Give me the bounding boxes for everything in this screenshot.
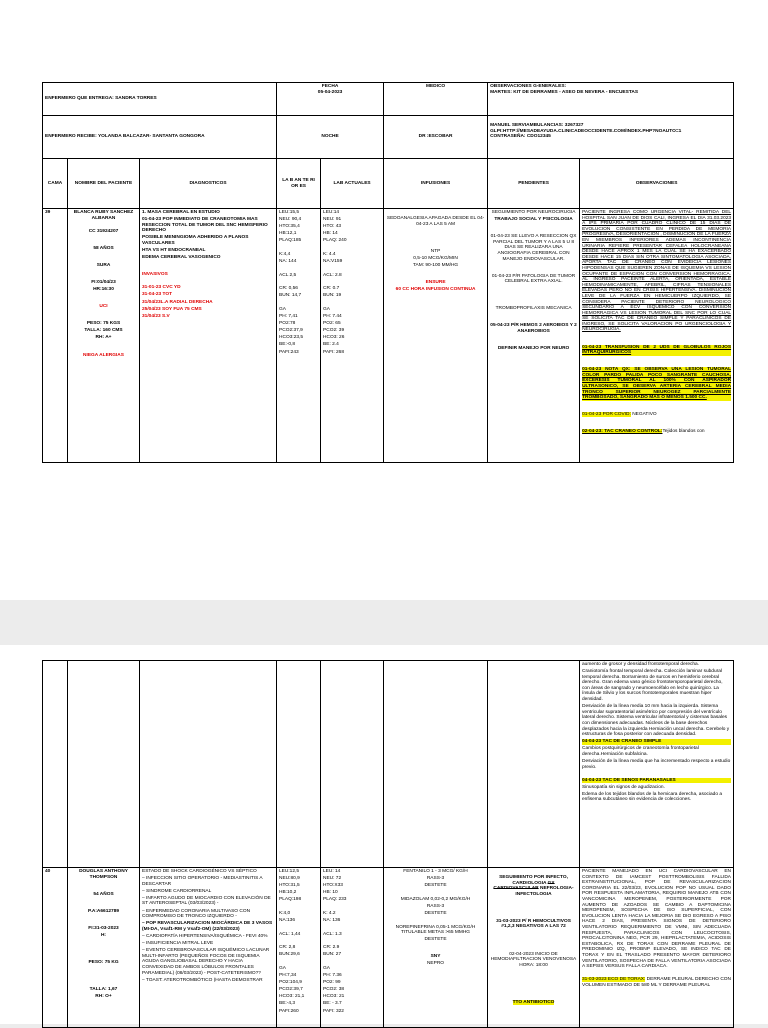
ct-sinus-1: Sinusopatía sin signos de agudizacion. [582, 784, 665, 790]
current-labs-cell [321, 209, 384, 463]
patient-height: TALLA: 1,67 [89, 987, 118, 993]
lab-value: PLAQ: 240 [323, 238, 347, 244]
patient-info [68, 868, 140, 1028]
date-label: FECHA [321, 84, 339, 89]
lab-value: K: 4.2 [323, 910, 336, 916]
lab-value: K: 4.4 [323, 251, 336, 257]
infusion-ntp-dose: 0,5-10 MCG/KG/MIN [413, 255, 458, 261]
lab-value: PCO2: 38 [323, 987, 345, 993]
patient-name: BLANCA RUBY SANCHEZ ALBARAN [73, 210, 134, 221]
diagnoses-list [142, 210, 274, 261]
table-row-patient-39 [43, 209, 734, 463]
date-value: 05-04-2023 [317, 89, 343, 95]
lab-value: GA [279, 306, 286, 312]
infusion-ensure-rate: 60 CC HORA INFUSION CONTINUA [395, 287, 476, 293]
diagnosis-item: 01-04-23 POP INMEDIATO DE CRANEOTOMIA MAS RESECCION TOTAL DE TUMOR DEL SNC HEMISFERIO DERECHO [142, 217, 268, 234]
infusion-item: MIDAZOLAM 0,02-0,2 MG/KG/H [400, 896, 471, 902]
observations-cell [580, 868, 734, 1028]
shift-value: NOCHE [277, 116, 384, 159]
pending-neurosurgery: SEGUIMIENTO POR NEUROCIRUGIA [491, 210, 576, 215]
lab-value [279, 959, 318, 964]
prev-labs-cell [277, 209, 321, 463]
prev-labs-cell [277, 868, 321, 1028]
col-header-diagnoses: DIAGNOSTICOS [140, 159, 277, 209]
lab-value: NA:V159 [323, 259, 343, 265]
lab-value [323, 959, 381, 964]
lab-value [279, 266, 318, 271]
invasive-item: 31/04/23 S.V [142, 313, 170, 319]
lab-value: PO2:78 [279, 321, 296, 327]
diagnosis-item: – INSUFICIENCIA MITRAL LEVE [142, 941, 214, 947]
invasives-list [142, 285, 274, 319]
lab-value: PH: 7.44 [323, 314, 342, 320]
lab-value: K:4,0 [279, 910, 291, 916]
general-observations-title: OBSERVACIONES G-ENERALES: [490, 84, 567, 89]
lab-value [323, 245, 381, 250]
pending-cell [488, 868, 580, 1028]
observation-admission: PACIENTE INGRESA COMO URGENCIA VITAL- REMITIDA DEL HOSPITAL SAN JUAN DE DIOS CALI, INGRESA EL DIA 31.03.2023 A IPS PRIMARIA POR CUADRO CLINICO DE 15 DIAS DE EVOLUCION CONSISTENTE EN PERDIDA DE MEMORIA PROGRESIVA, DESORIENTACION , DISMINUCION DE LA FUERZA EN MIEMBROS INFERIORES ADEMAS INCONTINENCIA URINARIA REFIERE PRESENTAR CEFALEA HOLOCRANEANA DESDE HACE APROX 1 MES LA CUAL SE HA EXACERBADO DESDE HACE 15 DIAS SIN OTRA SINTOMATOLOGIA ASOCIADA, APORTA TAC DE CRANEO CON EVIDEICIA LESIONES HIPODENSAS QUE SUGIEREN ZONAS DE ISQUEMIA VS LESION OCUPANTE DE ESPACION CON CONVERSION HEMORRAGICA. AL INGRESO PACEINTE ALERTA, ORIENTADA, ESTABLE HEMODINAMICAMENTE, AFEBRIL, CIFRAS TENSIONALES ELEVADAS PERO NO EN CRISIS HIPERTENSIVA. DISMINUCION LEVE DE LA FUERZA EN HEMICUERPO IZQUIERDO, SE CONSIDERA PACIENTE DETERIORO NEUROLOGICO SECUNDARIO A ECV ISQUEMICO CON CONVERSION HEMORRAGICA VS LESION TUMORAL DEL SNC POR LO CUAL SE SOLICITA TAC DE CRANEO SIMPLE Y PARACLINICOS DE INGRESO, SE SOLICITA VALORACION PO URGENCIOLOGIA Y NEUROCIRUGIA. [582, 210, 732, 333]
lab-value: BUN: 19 [323, 293, 342, 299]
infusion-item: FENTANILO 1 - 3 MCG/ KG/H [403, 869, 468, 874]
lab-value: NEU: 72 [323, 876, 342, 882]
invasive-item: 31-04-23 TOT [142, 292, 173, 298]
lab-value [323, 300, 381, 305]
col-header-prev-labs: LA B AN TE RI OR ES [277, 159, 321, 209]
doctor-label: MEDICO [384, 83, 488, 116]
date-cell [277, 83, 384, 116]
admission-hour: H: [100, 932, 107, 938]
lab-value: GA [323, 965, 330, 971]
lab-value: PCO2: 39 [323, 328, 345, 334]
diagnoses-cell [140, 868, 277, 1028]
lab-value: HCO3: 21,1 [279, 994, 305, 1000]
bed-number: 40 [43, 868, 68, 1028]
lab-value: PAFI:260 [279, 1008, 299, 1014]
ct-continuation-3: Desviación de la línea media 10 mm hacia la izquierda. Sistema ventricular supratentorial asimétrico por compresión del ventrículo lateral derecho. Sistema ventricular infratentorial y cisternas basales con dimensiones adecuadas. Núcleos de la base derechos desplazados hacia la izquierda Herniación uncal derecha. Cerebelo y estructuras de fosa posterior con adecuada densidad. [582, 704, 730, 738]
lab-value [323, 266, 381, 271]
infusions-list [386, 869, 485, 943]
lab-value: HTO:35,4 [279, 224, 300, 230]
lab-value: HB:10,2 [279, 890, 297, 896]
diagnosis-item: – INFARTO AGUDO DE MIOCARDIO CON ELEVACIÓN DE ST ANTEROSEPTAL (03/03/2023) - [142, 895, 271, 907]
current-labs-cell [321, 868, 384, 1028]
lab-value [323, 925, 381, 930]
table-row-continuation [43, 661, 734, 868]
patient-age: 54 AÑOS [93, 891, 114, 897]
infusion-ntp: NTP [430, 248, 441, 254]
lab-value: PO2: 65 [323, 321, 341, 327]
bed-number: 39 [43, 209, 68, 463]
ct-simple-1: Cambios postquirúrgicos de craneotomía frontoparietal derecha.Herniación subfalcina. [582, 746, 699, 757]
lab-value: PAFI: 322 [323, 1008, 344, 1014]
contacts-cell [488, 116, 734, 159]
covid-value: NEGATIVO [630, 412, 657, 418]
diagnosis-item: 1. MASA CEREBRAL EN ESTUDIO [142, 210, 220, 215]
admission-hour: HR:16:30 [93, 287, 114, 293]
lab-value: BE:-4,3 [279, 1001, 295, 1007]
infusions-cell [384, 868, 488, 1028]
lab-value: PLAQ:198 [279, 897, 302, 903]
eco-value: DERRAME PLEURAL DERECHO CON VOLUMEN ESTIMADO DE 580 ML Y DERRAME PLEURAL [582, 977, 731, 988]
patient-id: CC 31924207 [88, 228, 119, 234]
lab-value: HTO:31,5 [279, 883, 300, 889]
lab-value: PCO2:39,7 [279, 987, 303, 993]
col-header-name: NOMBRE DEL PACIENTE [68, 159, 140, 209]
lab-value: PCO2:37,9 [279, 328, 303, 334]
diagnosis-item: HTA VS HT ENDOCRANEAL [142, 248, 206, 254]
pending-nephrology: NEFROLOGIA-INFECTOLOGIA [515, 886, 574, 897]
patient-allergies: NIEGA ALERGIAS [83, 352, 124, 358]
pending-blood-cultures: 31-03-2023 P/ R HEMOCULTIVOS #1,2,3 NEGATIVOS A LAS 72 [496, 918, 571, 930]
infusion-sedation: SEDOANALGESIA APAGADA DESDE EL 04-04-23 A LAS 5 AM [386, 216, 485, 227]
lab-value: PLAQ:185 [279, 238, 302, 244]
lab-value: PLAQ: 233 [323, 897, 347, 903]
lab-value [279, 939, 318, 944]
invasive-item: 25/04/23 SOY FUA 75 CMS [142, 306, 202, 312]
col-header-pending: PENDIENTES [488, 159, 580, 209]
observations-cell [580, 209, 734, 463]
lab-value [279, 904, 318, 909]
pending-cell [488, 209, 580, 463]
lab-value: HB: 10 [323, 890, 338, 896]
lab-value: LEU: 14 [323, 869, 341, 874]
lab-value: HCO3:23,5 [279, 335, 304, 341]
glpi-password: CONTRASEÑA: CDO12345 [490, 134, 551, 140]
observation-covid [582, 412, 731, 418]
patient-blood-type: RH: O+ [95, 994, 112, 1000]
diagnosis-item: – POP REVASCULARIZACION MIOCÁRDICA DE 3 VASOS (MI-DA, Vsaf1-RM y Vsaf2-OM) (22/03/2023) [142, 921, 273, 932]
observations-continuation-cell [580, 661, 734, 868]
pending-blood-cultures: 05-04-23 P/R HEMOS 2 AEROBIOS Y 2 ANAEROBIOS [490, 323, 577, 335]
general-observations [488, 83, 734, 116]
doctor-value: DR :ESCOBAR [384, 116, 488, 159]
page-2 [0, 645, 768, 1024]
nurse-receiving: ENFERMERO RECIBE: YOLANDA BALCAZAR- SANTANTA GONGORA [43, 116, 277, 159]
lab-value [279, 245, 318, 250]
lab-value: CR: 0,56 [279, 286, 298, 292]
lab-value: HCO3: 26 [323, 335, 345, 341]
ambulance-contact: MANUEL SERVIAMBULANCIAS: 3267327 [490, 123, 584, 128]
infusion-item: DESTETE [424, 883, 447, 889]
lab-value: HCO3: 21 [323, 994, 345, 1000]
lab-value: CR: 2.9 [323, 945, 340, 951]
infusion-nepro: NEPRO [426, 961, 445, 967]
diagnosis-item: – CARDIOPATÍA HIPERTENSIVA/ISQUÉMICA - FEVI 40% [142, 933, 268, 939]
lab-value: HB: 14 [323, 231, 338, 237]
lab-value: CR: 2,8 [279, 945, 296, 951]
pending-strikethrough: GX CARDIOVASCULAR [493, 880, 555, 892]
handover-table-page-2 [42, 660, 734, 1028]
lab-value: BE:-0,8 [279, 342, 296, 348]
ct-continuation-1: aumento de grosor y densidad frontotemporal derecha. [582, 662, 700, 667]
pending-thromboprophylaxis: TROMBOPROFILAXIS MECANICA [495, 306, 572, 312]
infusion-sny: SNY [430, 954, 441, 960]
invasive-item: 31-01-23 CVC YD [142, 285, 181, 291]
unit-label: UCI [99, 304, 108, 310]
lab-value [323, 904, 381, 909]
diagnosis-item: – SINDROME CARDIORRENAL [142, 888, 212, 894]
ct-sinus-2: Edema de los tejidos blandos de la hemicara derecha, asociado a enfisema subcutáneo sin evidencia de colecciones. [582, 791, 722, 803]
pending-hemodiafiltration: 02-04-2023 INICIO DE HEMODIAFILTRACION VENOVENOSA HORA: 18:00 [490, 951, 577, 968]
diagnosis-item: – INFECCION SITIO OPERATORIO - MEDIASTINITIS A DESCARTAR [142, 876, 263, 887]
eco-label: 31-03-2023 ECO DE TORAX: [582, 977, 646, 983]
infusions-cell [384, 209, 488, 463]
lab-value: NEU: 90,4 [279, 217, 302, 223]
lab-value: CR: 0.7 [323, 286, 340, 292]
lab-value: HB:12,1 [279, 231, 297, 237]
patient-weight: PESO: 75 KGS [86, 321, 121, 327]
col-header-current-labs: LAB ACTUALES [321, 159, 384, 209]
diagnoses-cell [140, 209, 277, 463]
patient-blood-type: RH: A+ [95, 335, 112, 341]
patient-insurer: SURA [96, 262, 111, 268]
lab-value: PAFI: 268 [323, 349, 345, 355]
patient-weight: PESO: 75 KG [88, 960, 119, 966]
lab-value: ACL: 1,44 [279, 931, 301, 937]
lab-value: LEU:12,5 [279, 869, 300, 874]
glpi-link: GLPI:HTTP://MESADEAYUDA.CLINICADEOCCIDENTE.COM/INDEX.PHP?NOAUTO=1 [490, 128, 682, 134]
ct-control-value: Tejidos blandos con [662, 429, 705, 435]
covid-label: 01-04-23 POR COVID: [582, 412, 631, 418]
observation-eco [582, 977, 731, 988]
admission-date: FI:01/04/23 [91, 279, 116, 285]
ct-control-label: 02-04-23: TAC CRANEO CONTROL: [582, 429, 663, 435]
lab-value: K:4,4 [279, 251, 291, 257]
lab-value: BUN: 14,7 [279, 293, 302, 299]
diagnosis-item: – EVENTO CEREBROVASCULAR ISQUÉMICO LACUNAR MULTI-INFARTO (PEQUEÑOS FOCOS DE ISQUEMIA AGUDA GANGLIOBASAL DERECHO Y HACIA CONVEXIDAD DE AMBOS LÓBULOS FRONTALES PARAMEDIAL) (08/03/2023) - POST-CATETERISMO?? [142, 948, 270, 976]
pending-resection: 01-04-23 SE LLEVO A RESECCION QX PARCIAL DEL TUMOR Y A LAS 5 U 8 DIAS SE REALIZARA UNA ANGIOGRAFIA CEREBRAL CON MANEJO ENDOVASCULAR. [490, 234, 577, 262]
ct-simple-2: Desviación de la línea media que ha incrementado respecto a estudio previo. [582, 759, 731, 770]
lab-value: GA [279, 965, 286, 971]
diagnosis-item: EDEMA CEREBRAL VASOGENICO [142, 255, 221, 261]
lab-value: BE: 2.4 [323, 342, 339, 348]
lab-value: LEU:14 [323, 210, 340, 215]
table-row-patient-40 [43, 868, 734, 1028]
diagnosis-item: – ENFERMEDAD CORONARIA MULTIVASO CON COMPROMISO DE TRONCO IZQUIERDO - [142, 908, 251, 920]
lab-value [323, 939, 381, 944]
infusion-item [386, 890, 485, 895]
lab-value: GA [323, 306, 330, 312]
col-header-bed: CAMA [43, 159, 68, 209]
general-observations-tuesday: MARTES: KIT DE DERRAMES - ASEO DE NEVERA - ENCUESTAS [490, 89, 639, 95]
lab-value: PO2: 99 [323, 980, 341, 986]
infusion-ntp-target: TAM: 90-100 MM/HG [412, 262, 459, 268]
lab-value: HTO:X33 [323, 883, 343, 889]
lab-value: NA: 136 [323, 918, 341, 924]
patient-info [68, 209, 140, 463]
handover-table-page-1 [42, 82, 734, 463]
lab-value: PH: 7.36 [323, 973, 342, 979]
observation-transfusion: 01-04-23 TRANSFUSION DE 2 UDS DE GLOBULOS ROJOS INTRAQUIRURGICOS [582, 344, 732, 356]
invasive-item: 31/04/23L.A RADIAL DERECHA [142, 299, 213, 305]
lab-value: PH:7,34 [279, 973, 297, 979]
pending-social-work: TRABAJO SOCIAL Y PSICOLOGIA [494, 217, 573, 223]
lab-value [279, 300, 318, 305]
patient-record: P.A:A6612789 [87, 908, 120, 914]
lab-value: ACL: 2.8 [323, 272, 342, 278]
infusion-item: DESTETE [424, 910, 447, 916]
col-header-infusions: INFUSIONES [384, 159, 488, 209]
lab-value: BUN:29,6 [279, 952, 300, 958]
infusion-item: RASS-3 [426, 903, 445, 909]
lab-value [279, 280, 318, 285]
lab-value: ACL: 1.3 [323, 931, 342, 937]
lab-value: NA:136 [279, 918, 295, 924]
admission-date: FI:31-03-2023 [88, 925, 119, 931]
invasives-label: INVASIVOS [142, 272, 168, 278]
lab-value: HTO: 43 [323, 224, 342, 230]
col-header-observations: OBSERVACIONES [580, 159, 734, 209]
patient-age: 58 AÑOS [93, 245, 114, 251]
observation-ct-control [582, 429, 731, 435]
nurse-delivering: ENFERMERO QUE ENTREGA: SANDRA TORRES [43, 83, 277, 116]
lab-value: LEU:15,5 [279, 210, 300, 215]
lab-value: NA: 144 [279, 259, 297, 265]
ct-simple-label: 04-04-23 TAC DE CRANEO SIMPLE [582, 739, 731, 745]
infusion-item: DESTETE [424, 937, 447, 943]
lab-value [323, 280, 381, 285]
observation-surgical-note: 01-04-23 NOTA QX: SE OBSERVA UNA LESION TUMORAL COLOR PARDO PALIDA POCO SANGRANTE CAUCHOSA, EXCERESIS TUMORAL AL 100% CON ASPIRADOR ULTRASONICO, SE OBSERVA ARTERIA CEREBRAL MEDIA TRONCO SUPERIOR NEUROGEZ PARCIALMENTE TROMBOSADO, SANGRADO MAS O MENOS 1.500 CC. [582, 367, 732, 401]
pending-neuro-management: DEFINIR MANEJO POR NEURO [497, 346, 570, 352]
lab-value: NEU:80,9 [279, 876, 300, 882]
diagnosis-item: POSIBLE MENINGIOMA ADHERIDO A PLANOS VASCULARES [142, 235, 249, 246]
ct-sinus-label: 04-04-23 TAC DE SENOS PARANASALES [582, 778, 731, 784]
diagnosis-item: – TOAST: ATEROTROMBÓTICO (HASTA DEMOSTRAR [142, 977, 263, 983]
pending-follow-up: SEGUIMIENTO POR INFECTO, CARDIOLOGIA GX CARDIOVASCULAR NEFROLOGIA-INFECTOLOGIA [493, 875, 574, 897]
infusion-item: NOREPINEFRINA 0,05-1 MCG/KG/H TITULABLE METAS >65 MMHG [395, 924, 476, 936]
patient-height: TALLA: 160 CMS [84, 328, 123, 334]
pending-antibiotic: TTO ANTIBIOTICO [512, 999, 555, 1005]
pending-pathology: 01-04-23 P/R PATOLOGIA DE TUMOR CELEBRAL EXTRA AXIAL. [491, 273, 576, 285]
infusion-item: RASS-3 [426, 876, 445, 882]
lab-value: PH: 7,41 [279, 314, 298, 320]
infusion-ensure: ENSURE [425, 279, 446, 285]
lab-value: BUN: 27 [323, 952, 342, 958]
observation-summary: PACIENTE MANEJADO EN UCI CARDIOVASCULAR EN CONTEXTO DE IAMCEST POSTTROMBOLISIS FALLIDA EXTRAINSTITUCIONAL, POP DE REVASCULARIZACION CORONARIA EL 22/03/23, EVOLUCION POP NO USUAL DADO POR RESPUESTA INFLAMATORIA, REQUIRIO MANEJO ATB CON VANCOMICINA MEROPENEM, POSTERIORMENTE POR AUMENTO DE AZOADOS SE CAMBIO A DAPTOMICINA MEROPENEM, SOSPECHA DE ISO SUPERFICIAL, CON EVOLUCION LENTA HACIA LA MEJORIA SE DIO EGRESO A PISO HACE 2 DIAS, PRESENTA SIGNOS DE DETERIORO VENTILATORIO REQUERIMIENTO DE VMNI, SIN ADECUADA RESPUESTA, PARACLINICOS CON LEUCOCITOSIS, PROCALCITONINA NEG, PCR 29, HIEPRLACTATEMIA, ACIDOSIS ESTABOLICA, RX DE TORAX CON DERRAME PLEURAL DE PREDOMINIO IZQ, PROBNP ELEVADO, SE INDICO TAC DE TORAX Y EN EL TRASLADO PRESENTO MAYOR DETERIORO VENTILATORIO, SOSPECHA DE FALLA VENTILATORIA ASOCIADA A SEPSIS VERSUS FALLA CARDIACA. [582, 869, 731, 970]
diagnosis-item: ESTADO DE SHOCK CARDIOGÉNICO VS SÉPTICO [142, 869, 257, 874]
lab-value: PAFI:243 [279, 349, 299, 355]
ct-continuation-2: Craniotomía frontal temporal derecha. Colección laminar subdural temporal derecha. Borramiento de surcos en hemisferio cerebral derecho. Gran edema vaso génico frontotemporoparietal derecho, con áreas de sangrado y neumoencéfalo en lecho quirúrgico. La ínsula de Silvio y los surcos frontotemporales muestran hiper densidad. [582, 669, 723, 703]
infusion-item [386, 918, 485, 923]
lab-value: PO2:104,9 [279, 980, 302, 986]
patient-name: DOUGLAS ANTHONY THOMPSON [79, 869, 128, 880]
lab-value: ACL 2,5 [279, 272, 297, 278]
lab-value: BE: - 3.7 [323, 1001, 342, 1007]
lab-value [279, 925, 318, 930]
lab-value: NEU: 91 [323, 217, 342, 223]
